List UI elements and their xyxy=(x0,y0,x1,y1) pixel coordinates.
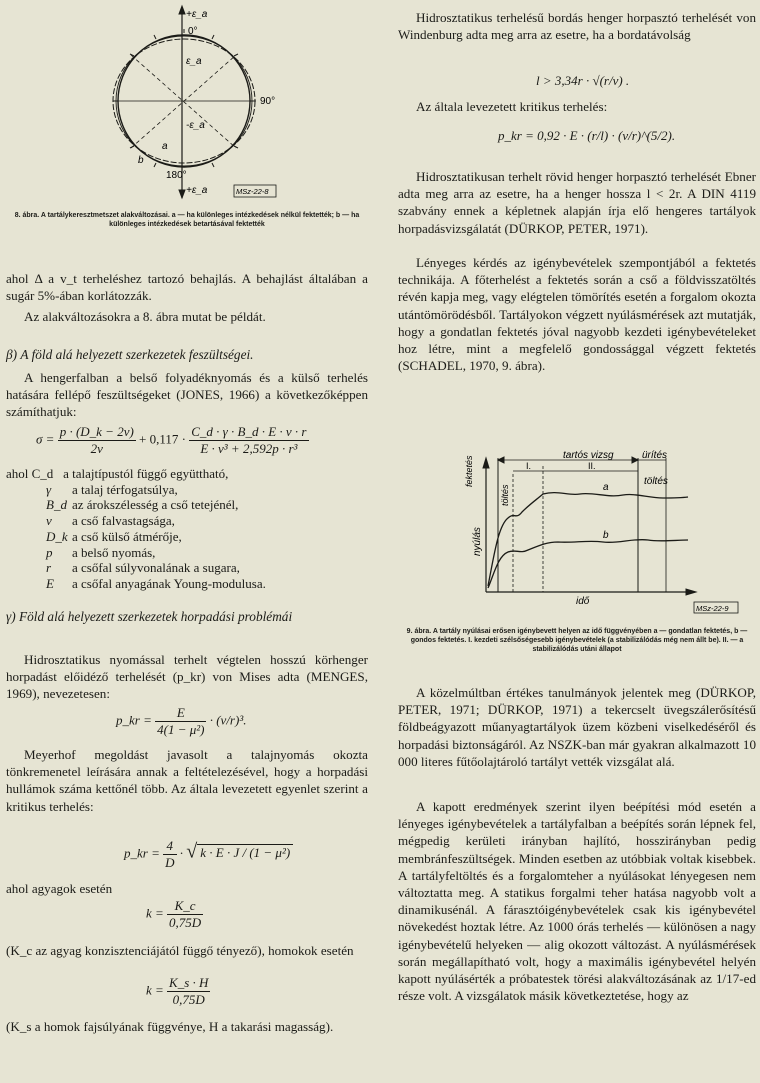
fig9-roman-1: I. xyxy=(526,461,532,471)
definition-symbol: p xyxy=(46,544,53,560)
definition-symbol: v xyxy=(46,513,52,529)
mises-tail: · (v/r)³. xyxy=(209,712,247,728)
meyerhof-den: D xyxy=(165,855,175,870)
mises-den: 4(1 − μ²) xyxy=(157,722,205,737)
figure-8-caption: 8. ábra. A tartálykeresztmetszet alakváltozásai. a — ha különleges intézkedések nélkül fektették; b — ha különleges intézkedések betartásával fektették xyxy=(14,212,360,228)
fig8-right-angle: 90° xyxy=(260,96,276,107)
left-paragraph-6: ahol agyagok esetén xyxy=(6,881,113,896)
sigma-num-1: p · (D_k − 2v) xyxy=(59,424,134,439)
k1-num: K_c xyxy=(167,898,203,915)
k2-num: K_s · H xyxy=(169,975,209,990)
definition-text: a talaj térfogatsúlya, xyxy=(72,481,178,497)
right-paragraph-6: A kapott eredmények szerint ilyen beépítési mód esetén a lényeges igénybevételek a tartályfalban a beépítés során lépnek fel, mégpedig kerületi irányban hajlító, hosszirányban pedig membránfeszültségek. Minden esetben az utóbbiak voltak kisebbek. A tartályfeltöltés és a forgalomteher a nyúlásokat lényegesen nem változtatta meg. A statikus forgalmi teher hatása nagyobb volt a dinamikusénál. A fárasztóigénybevételek csak kis igénybevétel növekedést hoztak létre. Az 1000 órás terhelés — különösen a nagy igénybevételű helyeken — alig okozott változást. A nyúlásmérések során megállapítható volt, hogy a maximális igénybevétel helyén kapott nyúlásérték a próbatestek törési alakváltozásának az 1/17-ed része volt. A vizsgálatok másik következtetése, hogy az xyxy=(398,799,756,1004)
k1-den: 0,75D xyxy=(169,915,202,930)
k-clay-equation xyxy=(146,898,203,931)
definition-symbol: B_d xyxy=(46,497,67,513)
definition-row xyxy=(6,529,368,545)
fig8-curve-b: b xyxy=(138,155,144,166)
fig9-curve-a: a xyxy=(603,482,609,493)
left-paragraph-2: Az alakváltozásokra a 8. ábra mutat be példát. xyxy=(24,309,266,324)
sigma-num-2: C_d · γ · B_d · E · v · r xyxy=(191,424,307,439)
definition-text: a cső falvastagsága, xyxy=(72,513,175,529)
meyerhof-equation: p_kr = $\frac{4}{D}$ · √ k · E · J / (1 − μ²) xyxy=(124,838,293,871)
mises-equation xyxy=(116,705,246,738)
fig9-urites: ürítés xyxy=(642,450,668,461)
fig9-code: MSz-22-9 xyxy=(696,604,729,613)
definition-text: a cső külső átmérője, xyxy=(72,528,182,544)
right-paragraph-4: Lényeges kérdés az igénybevételek szempontjából a fektetés technikája. A főterhelést a fektetés során a cső a földvisszatöltés révén kapja meg, vagy elégtelen tömörítés esetén a forgalom okozta utántömörödésből. Tartályokon végzett nyúlásmérések azt mutatják, hogy a gondatlan fektetés jóval nagyobb kezdeti igénybevételeket hoz létre, mint a megfelelő gondossággal végzett fektetés (SCHADEL, 1970, 9. ábra). xyxy=(398,255,756,374)
right-paragraph-3: Hidrosztatikusan terhelt rövid henger horpasztó terhelését Ebner adta meg arra az esetre, ha a henger hossza l < 2r. A DIN 4119 szabvány ennek a képletnek alapján írja elő hengeres tartályok horpadásvizsgálatát (DÜRKOP, PETER, 1971). xyxy=(398,169,756,236)
fig8-upper-inner: ε_a xyxy=(186,56,202,67)
fig9-fektetes: fektetés xyxy=(464,455,474,487)
fig8-top-angle: 0° xyxy=(188,26,198,37)
definition-row xyxy=(6,513,368,529)
definition-text: a talajtípustól függő együttható, xyxy=(63,466,229,481)
fig8-bottom-angle: 180° xyxy=(166,170,187,181)
fig9-toltes-2: töltés xyxy=(644,476,668,487)
fig8-curve-a: a xyxy=(162,141,168,152)
k1-lhs: k = xyxy=(146,905,164,921)
symbol-definitions xyxy=(6,466,368,592)
left-paragraph-1: ahol Δ a v_t terheléshez tartozó behajlás. A behajlást általában a sugár 5%-ában korlátozzák. xyxy=(6,271,368,304)
fig8-mid-inner: -ε_a xyxy=(186,120,205,131)
defs-intro: ahol C_d xyxy=(6,466,54,481)
fig8-bottom-label: +ε_a xyxy=(186,185,208,196)
definition-text: az árokszélesség a cső tetejénél, xyxy=(72,497,239,513)
rib-spacing-equation: l > 3,34r · √(r/v) . xyxy=(536,73,630,88)
fig9-roman-2: II. xyxy=(588,461,596,471)
figure-9 xyxy=(398,446,756,621)
figure-9-caption: 9. ábra. A tartály nyúlásai erősen igénybevett helyen az idő függvényében a — gondatlan fektetés, b — gondos fektetés. I. kezdeti szélsőségesebb igénybevételek (a stabilizálódás még nem állt be). II. — a stabilizálódás utáni állapot xyxy=(406,628,748,653)
definition-row xyxy=(6,545,368,561)
right-paragraph-1: Hidrosztatikus terhelésű bordás henger horpasztó terhelését von Windenburg adta meg arra az esetre, ha a bordatávolság xyxy=(398,10,756,43)
fig8-code: MSz-22-8 xyxy=(236,187,269,196)
section-gamma-heading: γ) Föld alá helyezett szerkezetek horpadási problémái xyxy=(6,609,293,624)
left-paragraph-4: Hidrosztatikus nyomással terhelt végtelen hosszú körhenger horpadást előidéző terhelését (p_kr) von Mises adta (MENGES, 1969), nevezetesen: xyxy=(6,652,368,702)
left-paragraph-8: (K_s a homok fajsúlyának függvénye, H a takarási magasság). xyxy=(6,1019,334,1034)
fig9-ylabel: nyúlás xyxy=(472,527,483,556)
mises-lhs: p_kr = xyxy=(116,712,152,728)
meyerhof-root: k · E · J / (1 − μ²) xyxy=(197,844,293,860)
definition-row xyxy=(6,560,368,576)
definition-row xyxy=(6,482,368,498)
k2-den: 0,75D xyxy=(172,992,205,1007)
fig9-toltes-1: töltés xyxy=(500,484,510,506)
meyerhof-num: 4 xyxy=(163,838,176,855)
sigma-plus: + 0,117 · xyxy=(139,431,186,447)
definition-text: a belső nyomás, xyxy=(72,544,156,560)
definition-row xyxy=(6,466,368,482)
definition-row xyxy=(6,497,368,513)
fig9-xlabel: idő xyxy=(576,596,590,607)
sigma-equation xyxy=(36,424,309,457)
left-paragraph-3: A hengerfalban a belső folyadéknyomás és a külső terhelés hatására fellépő feszültségeket (JONES, 1966) a következőképpen számíthatjuk: xyxy=(6,370,368,420)
fig9-tartos-vizsg: tartós vizsg xyxy=(563,450,614,461)
definition-symbol: γ xyxy=(46,481,52,497)
k2-lhs: k = xyxy=(146,982,164,998)
sigma-lhs: σ = xyxy=(36,431,55,447)
sigma-den-1: 2v xyxy=(90,441,103,456)
definition-symbol: D_k xyxy=(46,528,68,544)
meyerhof-lhs: p_kr = xyxy=(124,845,160,861)
left-paragraph-5: Meyerhof megoldást javasolt a talajnyomás okozta tönkremenetel leírására annak a feltételezésével, hogy a horpadási hullámok száma kettőnél több. Az általa levezetett egyenlet szerint a kritikus terhelés: xyxy=(6,747,368,814)
section-beta-heading: β) A föld alá helyezett szerkezetek feszültségei. xyxy=(6,347,254,362)
left-paragraph-7: (K_c az agyag konzisztenciájától függő tényező), homokok esetén xyxy=(6,943,354,958)
right-paragraph-5: A közelmúltban értékes tanulmányok jelentek meg (DÜRKOP, PETER, 1971; DÜRKOP, 1971) a tekercselt üvegszálerősítésű földbeágyazott műanyagtartályok üzem közbeni viselkedéséről és horpadási biztonságáról. Az NSZK-ban már gyakran alkalmazott 10 000 literes fűtőolajtároló tartályt vették vizsgálat alá. xyxy=(398,685,756,769)
definition-text: a csőfal súlyvonalának a sugara, xyxy=(72,560,240,576)
k-sand-equation xyxy=(146,975,210,1008)
definition-text: a csőfal anyagának Young-modulusa. xyxy=(72,575,266,591)
mises-num: E xyxy=(155,705,206,722)
definition-symbol: r xyxy=(46,560,52,576)
definition-symbol: E xyxy=(46,575,54,591)
fig8-top-label: +ε_a xyxy=(186,9,208,20)
ribbed-pkr-equation: p_kr = 0,92 · E · (r/l) · (v/r)^(5/2). xyxy=(498,128,676,143)
definition-row xyxy=(6,576,368,592)
fig9-curve-b: b xyxy=(603,530,609,541)
sigma-den-2: E · v³ + 2,592p · r³ xyxy=(200,441,298,456)
right-paragraph-2: Az általa levezetett kritikus terhelés: xyxy=(416,99,608,114)
